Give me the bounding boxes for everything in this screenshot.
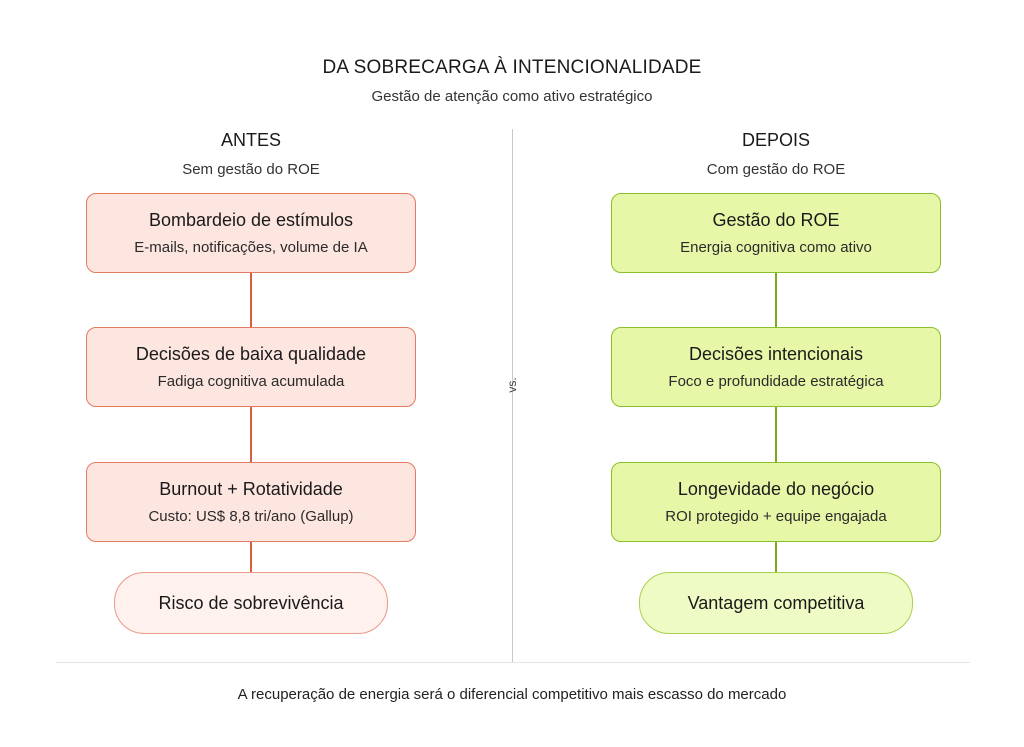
before-outcome <box>114 572 388 634</box>
footer-caption: A recuperação de energia será o diferencial competitivo mais escasso do mercado <box>237 686 787 703</box>
after-step-3-title: Longevidade do negócio <box>677 479 875 499</box>
before-step-1-title: Bombardeio de estímulos <box>148 210 354 230</box>
after-step-1-desc: Energia cognitiva como ativo <box>680 239 872 256</box>
after-step-1-title: Gestão do ROE <box>712 210 840 230</box>
before-step-3-title: Burnout + Rotatividade <box>159 479 343 499</box>
after-step-2 <box>611 327 941 407</box>
before-connector-1 <box>250 273 252 327</box>
diagram-title: DA SOBRECARGA À INTENCIONALIDADE <box>322 57 702 78</box>
after-subheading: Com gestão do ROE <box>706 161 846 178</box>
after-step-2-title: Decisões intencionais <box>688 344 864 364</box>
after-step-1 <box>611 193 941 273</box>
after-step-3-desc: ROI protegido + equipe engajada <box>665 508 887 525</box>
footer-rule <box>56 662 970 663</box>
after-outcome-label: Vantagem competitiva <box>687 592 865 613</box>
after-step-2-desc: Foco e profundidade estratégica <box>668 373 884 390</box>
after-connector-1 <box>775 273 777 327</box>
after-connector-3 <box>775 542 777 572</box>
before-connector-3 <box>250 542 252 572</box>
before-heading: ANTES <box>220 130 281 150</box>
before-step-3-desc: Custo: US$ 8,8 tri/ano (Gallup) <box>148 508 354 525</box>
versus-label: vs. <box>505 377 519 393</box>
before-step-1 <box>86 193 416 273</box>
after-column-header <box>611 130 941 178</box>
after-heading: DEPOIS <box>741 130 811 150</box>
before-step-2-title: Decisões de baixa qualidade <box>135 344 367 364</box>
diagram-subtitle: Gestão de atenção como ativo estratégico <box>371 88 653 105</box>
after-connector-2 <box>775 407 777 462</box>
after-outcome <box>639 572 913 634</box>
before-step-2-desc: Fadiga cognitiva acumulada <box>157 373 345 390</box>
before-subheading: Sem gestão do ROE <box>182 161 320 178</box>
before-connector-2 <box>250 407 252 462</box>
before-step-1-desc: E-mails, notificações, volume de IA <box>134 239 368 256</box>
before-outcome-label: Risco de sobrevivência <box>158 592 344 613</box>
before-step-2 <box>86 327 416 407</box>
before-column-header <box>86 130 416 178</box>
after-step-3 <box>611 462 941 542</box>
before-step-3 <box>86 462 416 542</box>
